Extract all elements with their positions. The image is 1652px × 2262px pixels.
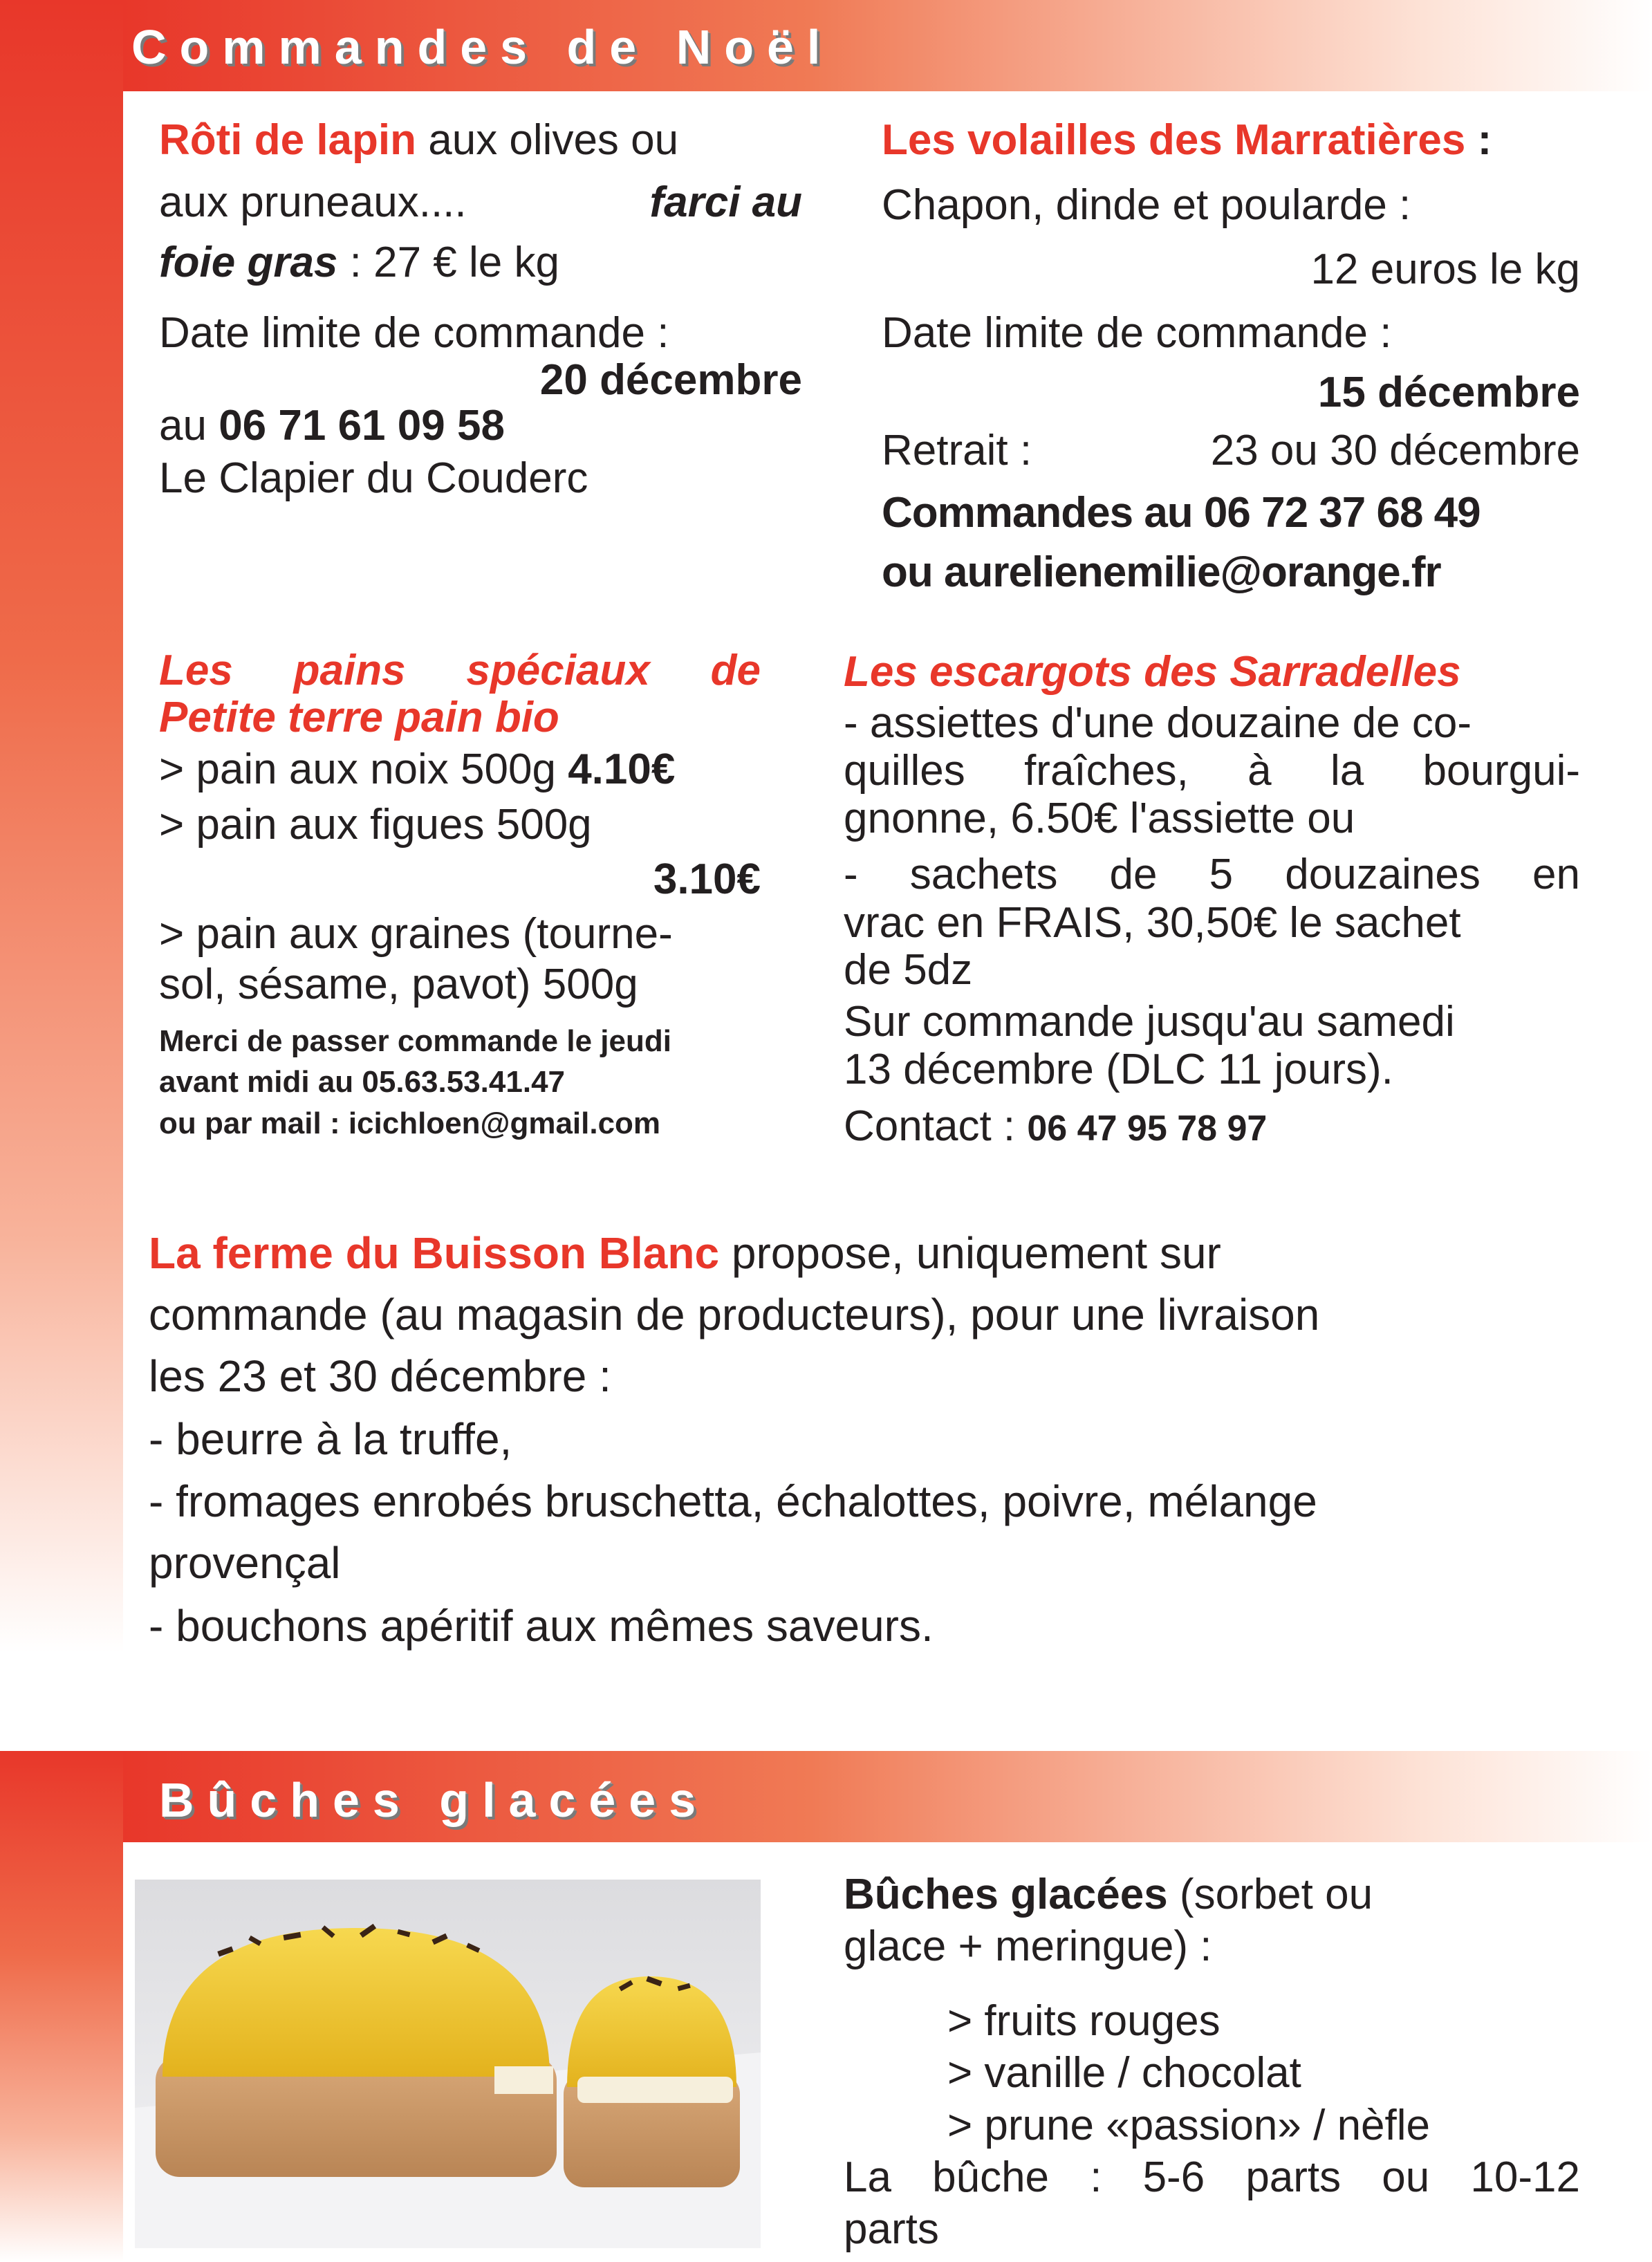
volailles-retrait-line [882, 427, 1580, 475]
volailles-retrait-dates: 23 ou 30 décembre [1210, 427, 1580, 474]
buche-large-meringue [494, 2066, 553, 2094]
escargots-line-6: de 5dz [844, 946, 973, 994]
lapin-producer: Le Clapier du Couderc [159, 454, 588, 502]
pains-name-line-1: Les pains spéciaux de [159, 647, 761, 694]
escargots-contact-label: Contact : [844, 1102, 1028, 1150]
lapin-name: Rôti de lapin [159, 116, 416, 164]
lapin-farci: farci au [649, 178, 802, 226]
volailles-colon: : [1465, 116, 1492, 164]
escargots-name: Les escargots des Sarradelles [844, 648, 1461, 696]
volailles-email: ou aurelienemilie@orange.fr [882, 548, 1441, 596]
lapin-foie-gras: foie gras [159, 239, 338, 286]
section-title: Commandes de Noël [131, 20, 834, 74]
ferme-line-1 [149, 1229, 1221, 1277]
buches-flavour-2: > vanille / chocolat [947, 2049, 1301, 2097]
pains-item-noix-label: > pain aux noix 500g [159, 745, 568, 793]
pains-note-line-1: Merci de passer commande le jeudi [159, 1024, 671, 1058]
ferme-line-4: - beurre à la truffe, [149, 1414, 512, 1464]
lapin-line-3 [159, 239, 559, 287]
buche-photo-illustration [135, 1880, 761, 2248]
pains-item-figues-label: > pain aux figues 500g [159, 801, 592, 849]
lapin-deadline-label: Date limite de commande : [159, 309, 669, 357]
buches-flavour-1: > fruits rouges [947, 1997, 1221, 2045]
buches-name: Bûches glacées [844, 1871, 1168, 1918]
pains-item-noix [159, 745, 675, 794]
ferme-name: La ferme du Buisson Blanc [149, 1228, 720, 1278]
pains-note-line-3: ou par mail : icichloen@gmail.com [159, 1106, 661, 1140]
ferme-line-6: provençal [149, 1538, 341, 1588]
buche-slice-meringue [577, 2077, 733, 2103]
pains-name-line-2: Petite terre pain bio [159, 694, 559, 741]
lapin-line-1-rest: aux olives ou [416, 116, 679, 164]
pains-item-noix-price: 4.10€ [568, 745, 676, 793]
pains-item-figues-price: 3.10€ [653, 855, 761, 903]
escargots-line-8: 13 décembre (DLC 11 jours). [844, 1046, 1393, 1093]
escargots-line-7: Sur commande jusqu'au samedi [844, 998, 1455, 1046]
volailles-title-line [882, 116, 1492, 165]
lapin-line-2-a: aux pruneaux.... [159, 178, 467, 226]
buches-line-1 [844, 1871, 1373, 1919]
buches-flavour-3: > prune «passion» / nèfle [947, 2102, 1431, 2149]
volailles-orders: Commandes au 06 72 37 68 49 [882, 489, 1481, 537]
escargots-line-5: vrac en FRAIS, 30,50€ le sachet [844, 899, 1461, 947]
section-title-2: Bûches glacées [159, 1773, 709, 1827]
ferme-line-7: - bouchons apéritif aux mêmes saveurs. [149, 1601, 934, 1651]
volailles-retrait-label: Retrait : [882, 427, 1032, 474]
pains-note-line-2: avant midi au 05.63.53.41.47 [159, 1065, 566, 1099]
lapin-phone-prefix: au [159, 402, 219, 449]
section-accent-bar-2 [0, 1751, 123, 2262]
lapin-price: : 27 € le kg [337, 239, 559, 286]
lapin-phone: 06 71 61 09 58 [219, 402, 505, 449]
buches-size-line-2: parts [844, 2205, 939, 2253]
ferme-line-2: commande (au magasin de producteurs), pour une livraison [149, 1290, 1320, 1339]
buche-photo [135, 1880, 761, 2248]
lapin-deadline-date: 20 décembre [539, 356, 802, 404]
escargots-contact-line [844, 1102, 1267, 1153]
buches-size-line-1: La bûche : 5-6 parts ou 10-12 [844, 2153, 1580, 2201]
escargots-contact-phone: 06 47 95 78 97 [1027, 1109, 1268, 1149]
buches-line-1-rest: (sorbet ou [1167, 1871, 1373, 1918]
pains-item-graines-line-2: sol, sésame, pavot) 500g [159, 961, 638, 1008]
escargots-line-2: quilles fraîches, à la bourgui- [844, 747, 1580, 795]
volailles-name: Les volailles des Marratières [882, 116, 1466, 164]
escargots-line-1: - assiettes d'une douzaine de co- [844, 699, 1472, 747]
lapin-line-2 [159, 178, 802, 227]
escargots-line-3: gnonne, 6.50€ l'assiette ou [844, 795, 1355, 842]
pains-item-graines-line-1: > pain aux graines (tourne- [159, 910, 673, 958]
volailles-deadline-date: 15 décembre [1317, 369, 1580, 416]
escargots-line-4: - sachets de 5 douzaines en [844, 851, 1580, 898]
ferme-line-1-rest: propose, uniquement sur [719, 1228, 1221, 1278]
volailles-price: 12 euros le kg [1310, 245, 1580, 293]
buches-line-2: glace + meringue) : [844, 1922, 1212, 1970]
volailles-deadline-label: Date limite de commande : [882, 309, 1392, 357]
ferme-line-5: - fromages enrobés bruschetta, échalottes, poivre, mélange [149, 1476, 1317, 1526]
lapin-phone-line [159, 402, 505, 450]
ferme-line-3: les 23 et 30 décembre : [149, 1351, 611, 1401]
lapin-line-1 [159, 116, 678, 165]
volailles-types: Chapon, dinde et poularde : [882, 181, 1411, 229]
section-accent-bar [0, 0, 123, 1653]
